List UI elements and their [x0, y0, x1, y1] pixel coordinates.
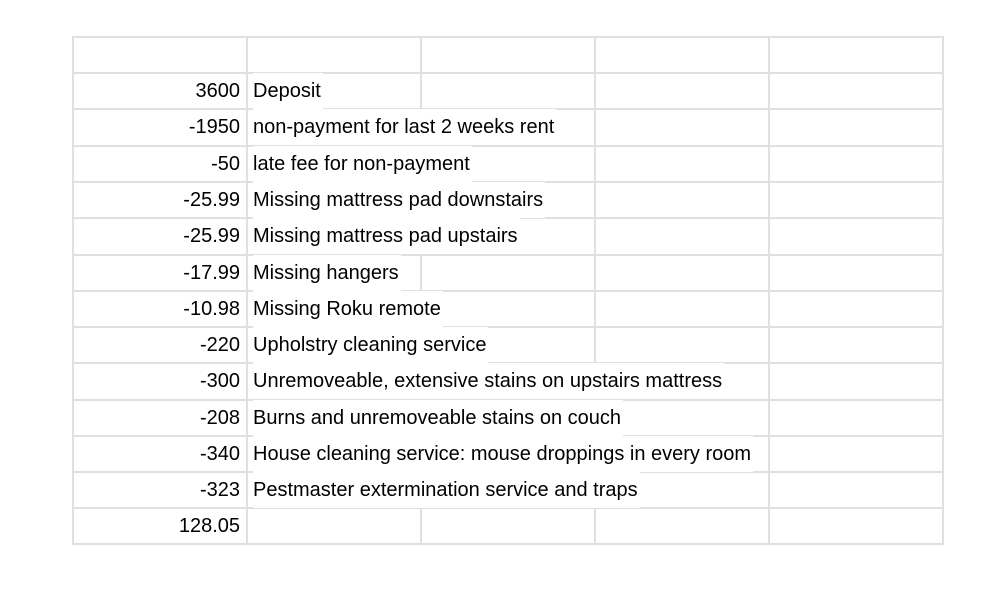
amount-cell[interactable]: -50: [211, 153, 240, 175]
amount-cell[interactable]: 3600: [195, 80, 240, 102]
description-cell[interactable]: House cleaning service: mouse droppings in every room: [253, 436, 753, 472]
grid-line-horizontal: [72, 36, 944, 38]
amount-cell[interactable]: -208: [199, 407, 240, 429]
amount-cell[interactable]: -25.99: [183, 225, 240, 247]
amount-cell[interactable]: -25.99: [183, 189, 240, 211]
description-cell[interactable]: Burns and unremoveable stains on couch: [253, 400, 623, 436]
amount-cell[interactable]: -323: [199, 479, 240, 501]
description-cell[interactable]: Missing mattress pad upstairs: [253, 218, 520, 254]
amount-cell[interactable]: -17.99: [183, 262, 240, 284]
description-cell[interactable]: late fee for non-payment: [253, 146, 472, 182]
amount-cell[interactable]: -340: [199, 443, 240, 465]
spreadsheet-grid: [72, 36, 944, 545]
description-cell[interactable]: Missing Roku remote: [253, 291, 443, 327]
description-cell[interactable]: Missing hangers: [253, 255, 401, 291]
description-cell[interactable]: non-payment for last 2 weeks rent: [253, 109, 556, 145]
description-cell[interactable]: Upholstry cleaning service: [253, 327, 488, 363]
amount-cell[interactable]: -220: [199, 334, 240, 356]
amount-cell[interactable]: -10.98: [183, 298, 240, 320]
amount-cell[interactable]: -1950: [188, 116, 240, 138]
description-cell[interactable]: Deposit: [253, 73, 323, 109]
amount-cell[interactable]: -300: [199, 370, 240, 392]
description-cell[interactable]: Pestmaster extermination service and traps: [253, 472, 640, 508]
description-cell[interactable]: Unremoveable, extensive stains on upstairs mattress: [253, 363, 724, 399]
total-amount-cell[interactable]: 128.05: [178, 515, 240, 537]
description-cell[interactable]: Missing mattress pad downstairs: [253, 182, 545, 218]
